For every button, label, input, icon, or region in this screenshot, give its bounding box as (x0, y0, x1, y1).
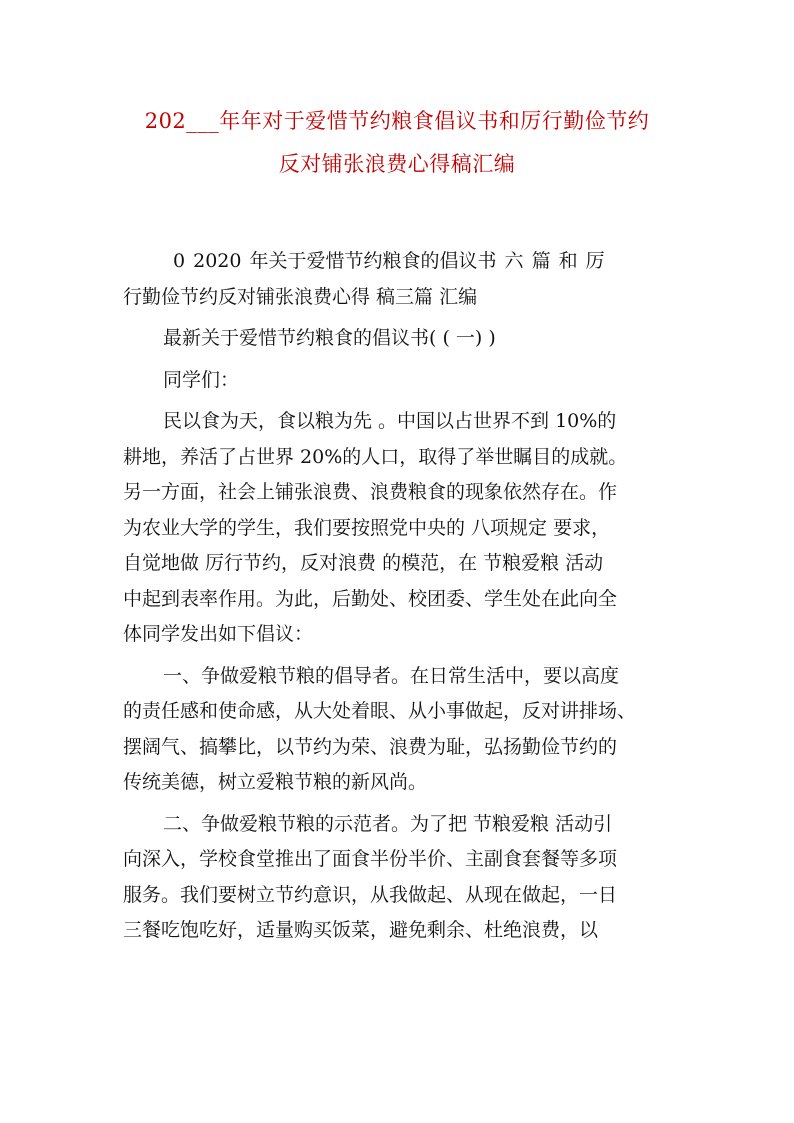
paragraph-1-line: 中起到表率作用。为此，后勤处、校团委、学生处在此向全 (123, 587, 618, 610)
paragraph-3-line: 二、争做爱粮节粮的示范者。为了把 节粮爱粮 活动引 (163, 812, 613, 835)
paragraph-1-line: 为农业大学的学生，我们要按照党中央的 八项规定 要求， (123, 516, 611, 539)
title-line-2: 反对铺张浪费心得稿汇编 (278, 152, 516, 176)
paragraph-2-line: 传统美德，树立爱粮节粮的新风尚。 (123, 771, 428, 793)
paragraph-1 (123, 404, 683, 653)
document-title (60, 100, 734, 186)
paragraph-3 (123, 807, 683, 949)
paragraph-2 (123, 659, 683, 801)
paragraph-2-line: 的责任感和使命感，从大处着眼、从小事做起，反对讲排场、 (123, 700, 637, 722)
document-body (123, 244, 683, 949)
paragraph-3-line: 向深入，学校食堂推出了面食半份半价、主副食套餐等多项 (123, 848, 618, 870)
paragraph-1-line: 体同学发出如下倡议： (123, 623, 314, 645)
paragraph-2-line: 一、争做爱粮节粮的倡导者。在日常生活中，要以高度 (163, 664, 620, 687)
section-heading: 最新关于爱惜节约粮食的倡议书( ( 一) ) (163, 327, 496, 349)
paragraph-1-line: 另一方面，社会上铺张浪费、浪费粮食的现象依然存在。作 (123, 481, 618, 503)
paragraph-1-line: 民以食为天，食以粮为先 。中国以占世界不到 10%的 (163, 410, 617, 432)
paragraph-3-line: 服务。我们要树立节约意识，从我做起、从现在做起，一日 (123, 883, 618, 906)
title-line-1: 202___年年对于爱惜节约粮食倡议书和厉行勤俭节约 (144, 109, 650, 133)
paragraph-1-line: 耕地，养活了占世界 20%的人口，取得了举世瞩目的成就。 (123, 445, 628, 468)
paragraph-1-line: 自觉地做 厉行节约，反对浪费 的模范，在 节粮爱粮 活动 (123, 552, 604, 574)
intro-line-1: 0 2020 年关于爱惜节约粮食的倡议书 六 篇 和 厉 (173, 250, 605, 272)
intro-line-2: 行勤俭节约反对铺张浪费心得 稿三篇 汇编 (123, 285, 478, 308)
salutation: 同学们： (163, 368, 240, 391)
paragraph-3-line: 三餐吃饱吃好，适量购买饭菜，避免剩余、杜绝浪费，以 (123, 919, 599, 941)
paragraph-2-line: 摆阔气、搞攀比，以节约为荣、浪费为耻，弘扬勤俭节约的 (123, 735, 618, 758)
